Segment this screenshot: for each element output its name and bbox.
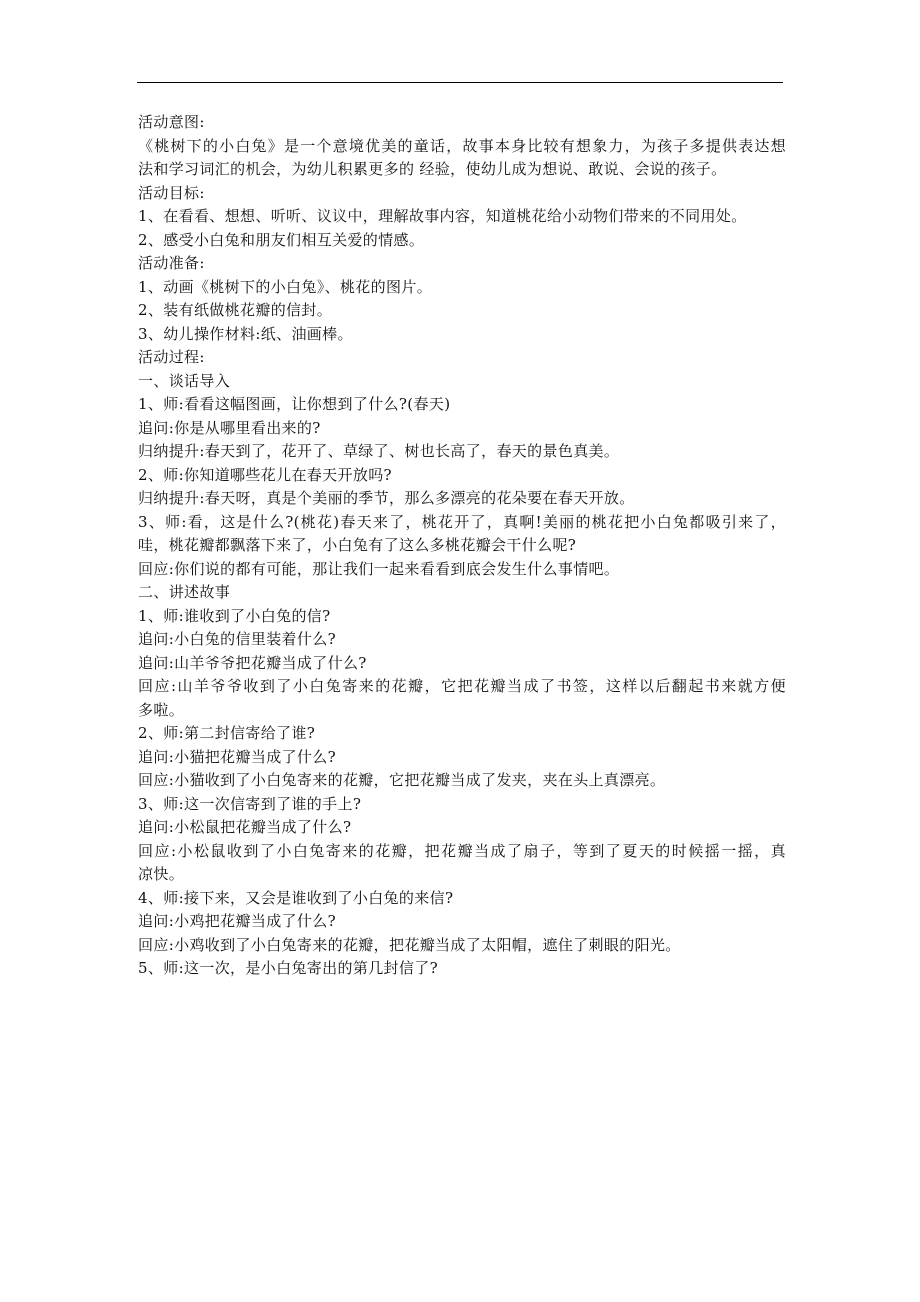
text-line: 1、在看看、想想、听听、议议中，理解故事内容，知道桃花给小动物们带来的不同用处。: [138, 207, 747, 225]
text-line: 1、动画《桃树下的小白兔》、桃花的图片。: [138, 277, 433, 296]
text-line: 5、师:这一次，是小白兔寄出的第几封信了?: [138, 959, 438, 977]
document-body: [138, 111, 786, 981]
text-line: 一、谈话导入: [138, 371, 231, 390]
header-divider: [137, 82, 783, 83]
text-line: 追问:小猫把花瓣当成了什么?: [138, 747, 336, 766]
text-line: 回应:你们说的都有可能，那让我们一起来看看到底会发生什么事情吧。: [138, 559, 620, 578]
text-line: 追问:山羊爷爷把花瓣当成了什么?: [138, 653, 367, 672]
text-line: 2、师:你知道哪些花儿在春天开放吗?: [138, 465, 392, 484]
text-line: 4、师:接下来，又会是谁收到了小白兔的来信?: [138, 888, 454, 907]
text-line: 二、讲述故事: [138, 583, 231, 601]
text-line: 归纳提升:春天到了，花开了、草绿了、树也长高了，春天的景色真美。: [138, 442, 620, 460]
text-line: 回应:山羊爷爷收到了小白兔寄来的花瓣，它把花瓣当成了书签，这样以后翻起书来就方便: [138, 677, 786, 695]
text-line: 活动准备:: [138, 254, 205, 272]
text-line: 回应:小松鼠收到了小白兔寄来的花瓣，把花瓣当成了扇子，等到了夏天的时候摇一摇，真: [138, 841, 786, 860]
text-line: 2、感受小白兔和朋友们相互关爱的情感。: [138, 230, 425, 249]
text-line: 追问:小松鼠把花瓣当成了什么?: [138, 818, 352, 836]
text-line: 多啦。: [138, 700, 185, 719]
text-line: 哇，桃花瓣都飘落下来了，小白兔有了这么多桃花瓣会干什么呢?: [138, 536, 577, 554]
text-line: 《桃树下的小白兔》是一个意境优美的童话，故事本身比较有想象力，为孩子多提供表达想: [138, 136, 786, 155]
text-line: 活动过程:: [138, 348, 205, 366]
text-line: 3、幼儿操作材料:纸、油画棒。: [138, 324, 353, 343]
text-line: 2、装有纸做桃花瓣的信封。: [138, 301, 333, 319]
text-line: 归纳提升:春天呀，真是个美丽的季节，那么多漂亮的花朵要在春天开放。: [138, 489, 635, 507]
text-line: 追问:小白兔的信里装着什么?: [138, 630, 336, 648]
text-line: 活动意图:: [138, 113, 205, 131]
text-line: 2、师:第二封信寄给了谁?: [138, 724, 316, 742]
text-line: 活动目标:: [138, 183, 205, 202]
text-line: 凉快。: [138, 865, 185, 883]
text-line: 1、师:谁收到了小白兔的信?: [138, 606, 331, 625]
text-line: 追问:小鸡把花瓣当成了什么?: [138, 912, 336, 930]
text-line: 回应:小鸡收到了小白兔寄来的花瓣，把花瓣当成了太阳帽，遮住了刺眼的阳光。: [138, 935, 681, 954]
text-line: 3、师:这一次信寄到了谁的手上?: [138, 794, 362, 813]
text-line: 法和学习词汇的机会，为幼儿积累更多的 经验，使幼儿成为想说、敢说、会说的孩子。: [138, 160, 727, 178]
text-line: 3、师:看，这是什么?(桃花)春天来了，桃花开了，真啊!美丽的桃花把小白兔都吸引来了，: [138, 512, 786, 531]
text-line: 1、师:看看这幅图画，让你想到了什么?(春天): [138, 395, 451, 413]
text-line: 追问:你是从哪里看出来的?: [138, 418, 321, 437]
text-line: 回应:小猫收到了小白兔寄来的花瓣，它把花瓣当成了发夹，夹在头上真漂亮。: [138, 771, 666, 789]
